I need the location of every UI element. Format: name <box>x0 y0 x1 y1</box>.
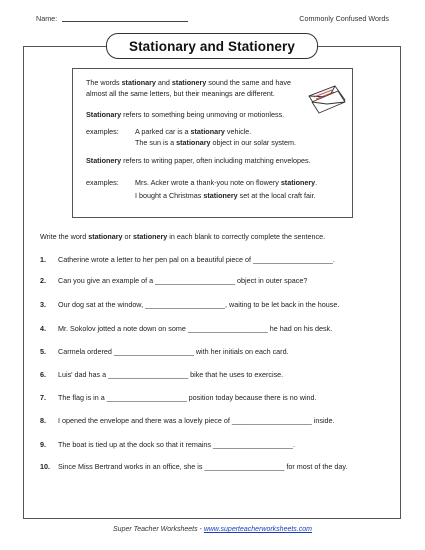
instructions: Write the word stationary or stationery in each blank to correctly complete the sentence. <box>40 232 326 241</box>
example-stationary-1: A parked car is a stationary vehicle. <box>135 127 252 136</box>
title-box <box>106 33 318 59</box>
question-9[interactable]: 9. The boat is tied up at the dock so that it remains ____________________. <box>40 440 295 449</box>
question-3[interactable]: 3. Our dog sat at the window, ____________________, waiting to be let back in the house. <box>40 300 340 309</box>
name-label: Name: <box>36 14 58 23</box>
question-10[interactable]: 10. Since Miss Bertrand works in an office, she is ____________________ for most of the day. <box>40 462 348 471</box>
example-stationery-2: I bought a Christmas stationery set at the local craft fair. <box>135 191 316 200</box>
footer: Super Teacher Worksheets - www.superteacherworksheets.com <box>113 526 312 533</box>
intro-line-1: The words stationary and stationery sound the same and have <box>86 78 291 87</box>
example-stationery-1: Mrs. Acker wrote a thank-you note on flowery stationery. <box>135 178 318 187</box>
question-1[interactable]: 1. Catherine wrote a letter to her pen pal on a beautiful piece of ____________________. <box>40 255 335 264</box>
name-blank-line[interactable] <box>62 21 188 22</box>
definition-stationery: Stationery refers to writing paper, often including matching envelopes. <box>86 156 311 165</box>
example-stationary-2: The sun is a stationary object in our solar system. <box>135 137 297 147</box>
page-title: Stationary and Stationery <box>128 38 296 54</box>
definition-stationary: Stationary refers to something being unmoving or motionless. <box>86 110 285 119</box>
question-2[interactable]: 2. Can you give an example of a ____________________ object in outer space? <box>40 276 308 285</box>
intro-line-2: almost all the same letters, but their meanings are different. <box>86 88 275 98</box>
question-6[interactable]: 6. Luis' dad has a ____________________ bike that he uses to exercise. <box>40 370 284 379</box>
question-8[interactable]: 8. I opened the envelope and there was a lovely piece of ____________________ inside. <box>40 416 335 425</box>
examples-label-1: examples: <box>86 127 119 136</box>
footer-brand: Super Teacher Worksheets <box>113 526 198 533</box>
envelope-icon <box>305 82 347 116</box>
examples-label-2: examples: <box>86 178 119 187</box>
question-4[interactable]: 4. Mr. Sokolov jotted a note down on some ____________________ he had on his desk. <box>40 324 333 333</box>
question-7[interactable]: 7. The flag is in a ____________________ position today because there is no wind. <box>40 393 317 402</box>
footer-link[interactable]: www.superteacherworksheets.com <box>203 526 312 533</box>
question-5[interactable]: 5. Carmela ordered ____________________ with her initials on each card. <box>40 347 289 356</box>
worksheet-topic: Commonly Confused Words <box>299 14 389 23</box>
